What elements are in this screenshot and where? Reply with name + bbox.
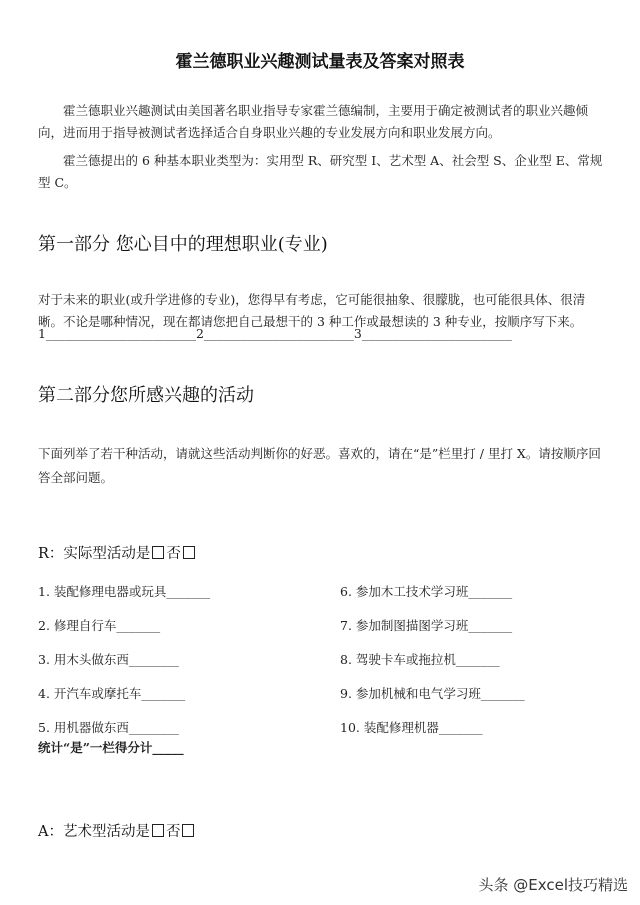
- activity-item[interactable]: 2. 修理自行车_______: [38, 618, 161, 633]
- activity-item[interactable]: 1. 装配修理电器或玩具_______: [38, 584, 211, 599]
- activity-item[interactable]: 7. 参加制图描图学习班_______: [340, 618, 513, 633]
- part2-heading: 第二部分您所感兴趣的活动: [38, 385, 254, 406]
- section-r-tally[interactable]: 统计“是”一栏得分计_____: [38, 740, 184, 755]
- section-a-heading-text: A：艺术型活动是: [38, 824, 150, 840]
- intro-paragraph-1: 霍兰德职业兴趣测试由美国著名职业指导专家霍兰德编制，主要用于确定被测试者的职业兴趣倾向，进而用于指导被测试者选择适合自身职业兴趣的专业发展方向和职业发展方向。: [38, 103, 589, 140]
- activity-item[interactable]: 3. 用木头做东西________: [38, 652, 179, 667]
- document-title: 霍兰德职业兴趣测试量表及答案对照表: [175, 52, 465, 72]
- part1-instructions: 对于未来的职业(或升学进修的专业)，您得早有考虑，它可能很抽象、很朦胧，也可能很具体、很清晰。不论是哪种情况，现在都请您把自己最想干的 3 种工作或最想读的 3 种专业，按顺序写下来。: [38, 292, 586, 329]
- activity-item[interactable]: 5. 用机器做东西________: [38, 720, 179, 735]
- activity-item[interactable]: 6. 参加木工技术学习班_______: [340, 584, 513, 599]
- yes-checkbox[interactable]: [152, 824, 164, 837]
- no-checkbox[interactable]: [183, 546, 195, 559]
- part1-answer-blanks[interactable]: 1________________________2________________________3________________________: [38, 326, 512, 341]
- no-checkbox[interactable]: [182, 824, 194, 837]
- activity-item[interactable]: 4. 开汽车或摩托车_______: [38, 686, 186, 701]
- section-r-heading-text: R：实际型活动是: [38, 546, 151, 562]
- yes-checkbox[interactable]: [152, 546, 164, 559]
- intro-paragraph-2: 霍兰德提出的 6 种基本职业类型为：实用型 R、研究型 I、艺术型 A、社会型 S、企业型 E、常规型 C。: [38, 153, 603, 190]
- activity-item[interactable]: 9. 参加机械和电气学习班_______: [340, 686, 525, 701]
- activity-item[interactable]: 10. 装配修理机器_______: [340, 720, 483, 735]
- section-a-no-label: 否: [165, 824, 181, 840]
- watermark: 头条 @Excel技巧精选: [478, 876, 628, 894]
- section-r-heading: [38, 542, 197, 563]
- section-r-no-label: 否: [166, 546, 181, 562]
- part2-instructions: 下面列举了若干种活动，请就这些活动判断你的好恶。喜欢的，请在“是”栏里打 / 里打 X。请按顺序回答全部问题。: [38, 446, 601, 485]
- part1-heading: 第一部分 您心目中的理想职业(专业): [38, 234, 328, 255]
- activity-item[interactable]: 8. 驾驶卡车或拖拉机_______: [340, 652, 500, 667]
- section-a-heading: [38, 820, 196, 841]
